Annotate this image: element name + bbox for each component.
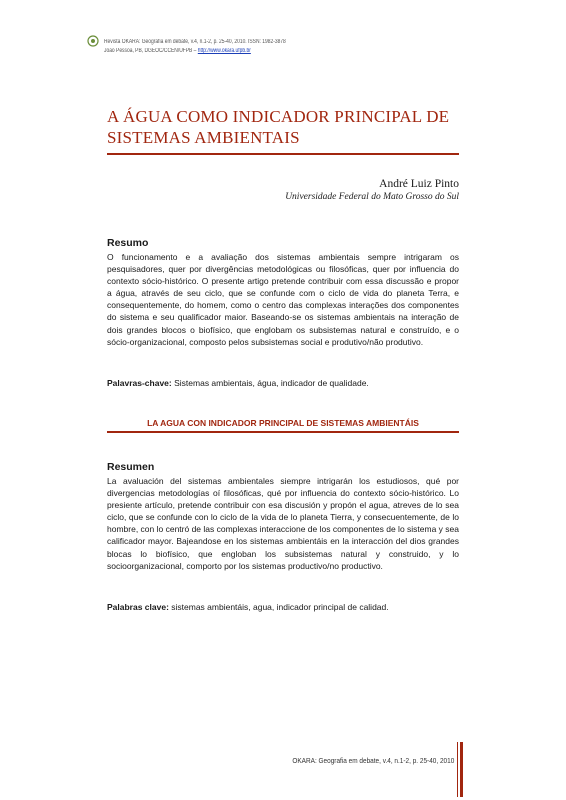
resumo-heading: Resumo (107, 237, 149, 249)
journal-location (104, 47, 286, 56)
journal-header (104, 38, 326, 56)
spanish-title: LA AGUA CON INDICADOR PRINCIPAL DE SISTEMAS AMBIENTÁIS (147, 418, 419, 428)
resumo-keywords-label: Palavras-chave: (107, 378, 172, 388)
resumen-keywords-text: sistemas ambientáis, agua, indicador principal de calidad. (168, 602, 389, 612)
author-affiliation: Universidade Federal do Mato Grosso do Sul (285, 192, 459, 202)
title-divider (107, 153, 459, 155)
resumen-keywords-label: Palabras clave: (107, 602, 169, 612)
resumo-keywords-text: Sistemas ambientais, água, indicador de qualidade. (171, 378, 369, 388)
footer-bar-thin (457, 742, 458, 797)
resumen-keywords (107, 602, 389, 612)
journal-url-link[interactable]: http://www.okara.ufpb.br (197, 48, 251, 54)
article-title: A ÁGUA COMO INDICADOR PRINCIPAL DE SISTEMAS AMBIENTAIS (107, 107, 450, 147)
footer-bar-thick (460, 742, 463, 797)
journal-logo-icon (86, 34, 100, 48)
resumo-text: O funcionamento e a avaliação dos sistemas ambientais sempre intrigaram os pesquisadores, quer por divergências metodológicas ou filosóficas, quer por influencia do contexto sócio-histórico. O presente artigo pretende contribuir com essa discussão e propor a água, através de seu ciclo, que se confunde com o ciclo de vida do planeta Terra, e consequentemente, do homem, como o centro das complexas interações dos componentes do sistema e seu qualificador maior. Baseando-se os sistemas ambientais na interação de dois grandes blocos o biofísico, que englobam os subsistemas natural e construído, e o sócio-organizacional, composto pelos subsistemas social e produtivo/não produtivo. (107, 252, 459, 347)
journal-citation: Revista OKARA: Geografia em debate, v.4, n.1-2, p. 25-40, 2010. ISSN: 1982-3878 (104, 39, 286, 45)
journal-location-text: João Pessoa, PB, DGEOC/CCEN/UFPB – (104, 48, 198, 54)
resumen-text: La avaluación del sistemas ambientales siempre intrigarán los estudiosos, qué por divergencias metodologías oí filosóficas, qué por influencia do contexto sócio-histórico. Lo presiente artículo, pretende contribuir con esa discusión y propón el agua, atreves de lo sea ciclo, que se confunde con lo ciclo de la vida de lo planeta Tierra, y consecuentemente, de lo hombre, con lo centró de las complexas interaccione de los componentes de lo sistema y sea calificador mayor. Bajeandose en los sistemas ambientáis en la interacción del dios grandes blocas lo biofísico, que engloban los subsistemas natural y construido, y lo socioorganizacional, comporto por los sistemas productivo/no productivo. (107, 476, 459, 571)
author-name: André Luiz Pinto (379, 178, 459, 190)
resumo-keywords (107, 378, 369, 388)
spanish-title-divider (107, 431, 459, 433)
resumen-heading: Resumen (107, 461, 155, 473)
page-footer: OKARA: Geografia em debate, v.4, n.1-2, p. 25-40, 2010 (292, 756, 454, 765)
